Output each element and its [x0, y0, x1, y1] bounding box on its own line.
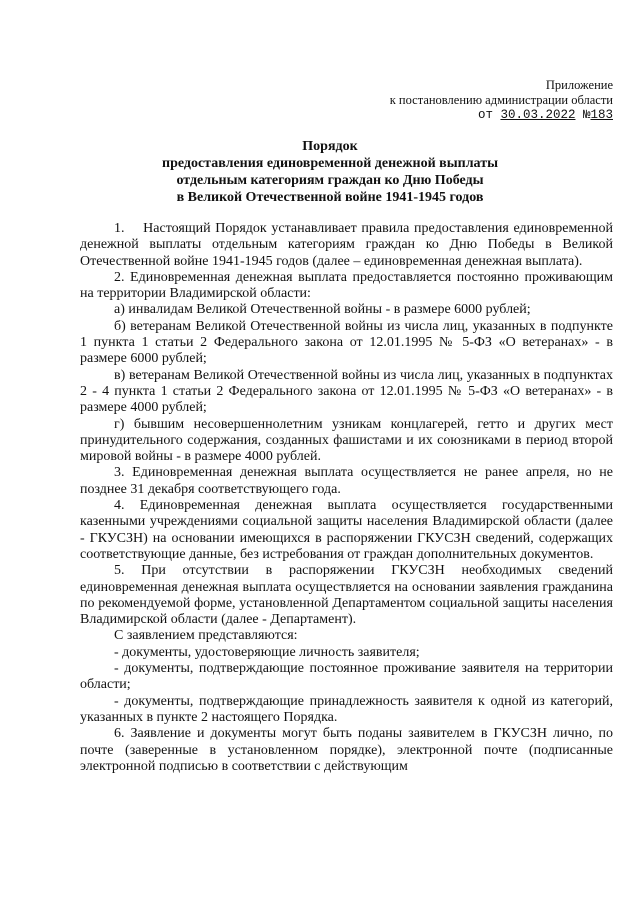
document-body	[80, 221, 613, 775]
annex-title: Приложение	[545, 78, 613, 92]
paragraph-4: 4. Единовременная денежная выплата осуществляется государственными казенными учреждениями социальной защиты населения Владимирской области (далее - ГКУСЗН) на основании имеющихся в распоряжении ГКУСЗН сведений, содержащих соответствующие данные, без истребования от граждан дополнительных документов.	[80, 498, 613, 562]
paragraph-5: 5. При отсутствии в распоряжении ГКУСЗН необходимых сведений единовременная денежная выплата осуществляется на основании заявления гражданина по рекомендуемой форме, установленной Департаментом социальной защиты населения Владимирской области (далее - Департамент).	[80, 563, 613, 628]
list-item-identity: - документы, удостоверяющие личность заявителя;	[114, 644, 420, 660]
list-item-category: - документы, подтверждающие принадлежность заявителя к одной из категорий, указанных в пункте 2 настоящего Порядка.	[80, 693, 613, 725]
annex-date-line	[390, 108, 613, 123]
paragraph-3: 3. Единовременная денежная выплата осуществляется не ранее апреля, но не позднее 31 декабря соответствующего года.	[80, 465, 613, 497]
paragraph-2a: а) инвалидам Великой Отечественной войны - в размере 6000 рублей;	[114, 302, 531, 318]
paragraph-2: 2. Единовременная денежная выплата предоставляется постоянно проживающим на территории Владимирской области:	[80, 269, 613, 302]
title-line-1: Порядок	[302, 139, 358, 154]
annex-date-prefix: от	[477, 108, 501, 122]
paragraph-2b: б) ветеранам Великой Отечественной войны из числа лиц, указанных в подпункте 1 пункта 1 статьи 2 Федерального закона от 12.01.1995 № 5-ФЗ «О ветеранах» - в размере 6000 рублей;	[80, 318, 613, 367]
paragraph-6: 6. Заявление и документы могут быть поданы заявителем в ГКУСЗН лично, по почте (заверенные в установленном порядке), электронной почте (подписанные электронной подписью в соответствии с действующим	[80, 726, 613, 774]
annex-number-prefix: №	[575, 108, 591, 122]
annex-subtitle: к постановлению администрации области	[389, 93, 613, 107]
paragraph-5-intro: С заявлением представляются:	[114, 628, 298, 644]
paragraph-1: 1. Настоящий Порядок устанавливает правила предоставления единовременной денежной выплаты отдельным категориям граждан ко Дню Победы в Великой Отечественной войне 1941-1945 годов (далее – единовременная денежная выплата).	[80, 221, 613, 269]
title-line-2: предоставления единовременной денежной выплаты	[162, 156, 498, 171]
paragraph-2d: г) бывшим несовершеннолетним узникам концлагерей, гетто и других мест принудительного содержания, созданных фашистами и их союзниками в период второй мировой войны - в размере 4000 рублей.	[80, 416, 613, 465]
paragraph-2c: в) ветеранам Великой Отечественной войны из числа лиц, указанных в подпунктах 2 - 4 пункта 1 статьи 2 Федерального закона от 12.01.1995 № 5-ФЗ «О ветеранах» - в размере 4000 рублей;	[80, 367, 613, 416]
annex-number: 183	[590, 108, 613, 122]
annex-date: 30.03.2022	[500, 108, 576, 122]
list-item-residence: - документы, подтверждающие постоянное проживание заявителя на территории области;	[80, 661, 613, 693]
annex-block	[390, 78, 613, 123]
title-line-4: в Великой Отечественной войне 1941-1945 годов	[176, 190, 484, 205]
title-line-3: отдельным категориям граждан ко Дню Победы	[176, 173, 484, 188]
document-title	[80, 138, 580, 206]
